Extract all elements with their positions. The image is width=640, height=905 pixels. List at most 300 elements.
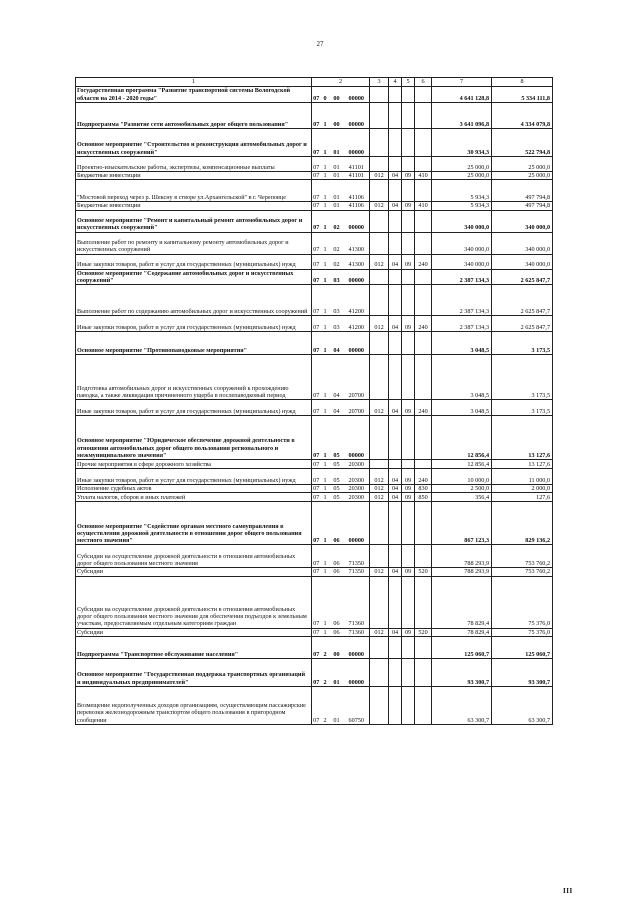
col-7-value: 3 641 096,8 bbox=[432, 103, 492, 129]
col-3-value: 012 bbox=[370, 568, 389, 576]
code-subprogram: 1 bbox=[321, 332, 330, 355]
col-8-value: 125 060,7 bbox=[492, 637, 553, 659]
code-direction: 00000 bbox=[344, 416, 370, 460]
col-8-value: 11 000,0 bbox=[492, 469, 553, 485]
table-row bbox=[76, 355, 553, 400]
col-5-value: 09 bbox=[402, 316, 415, 332]
code-direction: 00000 bbox=[344, 659, 370, 687]
col-7-value: 340 000,0 bbox=[432, 232, 492, 254]
col-5-value bbox=[402, 157, 415, 172]
col-6-value bbox=[415, 659, 432, 687]
code-program: 07 bbox=[313, 172, 320, 179]
code-subprogram: 1 bbox=[321, 416, 330, 460]
code-program: 07 bbox=[313, 485, 320, 493]
col-3-value bbox=[370, 232, 389, 254]
code-program: 07 bbox=[313, 460, 320, 468]
col-5-value: 09 bbox=[402, 628, 415, 636]
code-program: 07 bbox=[312, 129, 321, 157]
col-6-value bbox=[415, 87, 432, 103]
code-direction: 60750 bbox=[344, 687, 370, 725]
col-5-value: 09 bbox=[402, 568, 415, 576]
row-name: Прочие мероприятия в сфере дорожного хозяйства bbox=[76, 460, 312, 469]
col-6-value bbox=[415, 210, 432, 232]
col-6-value bbox=[415, 285, 432, 316]
col-7-value: 30 934,3 bbox=[432, 129, 492, 157]
col-8-value: 93 300,7 bbox=[492, 659, 553, 687]
code-subprogram: 1 bbox=[321, 129, 330, 157]
table-row bbox=[76, 202, 553, 210]
col-3-value bbox=[370, 129, 389, 157]
col-3-value: 012 bbox=[370, 493, 389, 502]
table-row bbox=[76, 87, 553, 103]
code-direction: 41106 bbox=[344, 202, 370, 210]
code-subprogram: 1 bbox=[321, 269, 330, 285]
row-name: Субсидии bbox=[76, 628, 312, 636]
code-activity: 06 bbox=[330, 576, 344, 628]
code-direction: 20300 bbox=[344, 469, 370, 485]
col-5-value: 09 bbox=[402, 469, 415, 485]
code-activity: 03 bbox=[330, 316, 344, 332]
code-direction: 71360 bbox=[344, 576, 370, 628]
code-subprogram: 1 bbox=[321, 400, 330, 416]
code-direction: 20700 bbox=[344, 400, 370, 416]
header-col-5: 5 bbox=[402, 78, 415, 87]
row-name: Основное мероприятие "Строительство и реконструкция автомобильных дорог и искусственных сооружений" bbox=[76, 129, 312, 157]
code-direction: 41300 bbox=[344, 232, 370, 254]
code-activity: 01 bbox=[330, 129, 344, 157]
col-6-value: 520 bbox=[415, 628, 432, 636]
code-subprogram: 1 bbox=[321, 180, 330, 202]
code-program: 07 bbox=[312, 316, 321, 332]
col-4-value bbox=[389, 355, 402, 400]
col-8-value: 3 173,5 bbox=[492, 355, 553, 400]
code-program: 07 bbox=[313, 568, 320, 576]
row-name: Основное мероприятие "Содержание автомобильных дорог и искусственных сооружений" bbox=[76, 269, 312, 285]
code-direction: 00000 bbox=[344, 269, 370, 285]
col-8-value: 75 376,0 bbox=[492, 628, 553, 636]
code-program: 07 bbox=[312, 269, 321, 285]
table-row bbox=[76, 493, 553, 502]
col-3-value: 012 bbox=[370, 400, 389, 416]
col-7-value: 78 829,4 bbox=[432, 628, 492, 636]
col-7-value: 93 300,7 bbox=[432, 659, 492, 687]
col-3-value bbox=[370, 355, 389, 400]
col-4-value bbox=[389, 129, 402, 157]
col-8-value: 340 000,0 bbox=[492, 210, 553, 232]
col-8-value: 2 625 847,7 bbox=[492, 285, 553, 316]
col-6-value: 410 bbox=[415, 202, 432, 210]
col-4-value bbox=[389, 460, 402, 469]
code-activity: 04 bbox=[330, 355, 344, 400]
col-4-value: 04 bbox=[389, 469, 402, 485]
row-name: Возмещение недополученных доходов организациям, осуществляющим пассажирские перевозки железнодорожным транспортом общего пользования в пригородном сообщении bbox=[76, 687, 312, 725]
code-subprogram: 1 bbox=[321, 485, 330, 493]
code-program: 07 bbox=[312, 355, 321, 400]
col-5-value bbox=[402, 687, 415, 725]
code-program: 07 bbox=[312, 332, 321, 355]
col-7-value: 340 000,0 bbox=[432, 210, 492, 232]
code-activity: 01 bbox=[330, 157, 344, 172]
col-5-value: 09 bbox=[402, 485, 415, 493]
code-activity: 05 bbox=[330, 416, 344, 460]
col-4-value: 04 bbox=[389, 254, 402, 269]
col-8-value: 3 173,5 bbox=[492, 332, 553, 355]
col-8-value: 497 794,8 bbox=[492, 202, 553, 210]
header-col-4: 4 bbox=[389, 78, 402, 87]
row-name: Подпрограмма "Транспортное обслуживание населения" bbox=[76, 637, 312, 659]
col-4-value bbox=[389, 103, 402, 129]
code-subprogram: 1 bbox=[321, 628, 330, 636]
row-name: Подпрограмма "Развитие сети автомобильных дорог общего пользования" bbox=[76, 103, 312, 129]
corner-mark: III bbox=[563, 887, 573, 895]
col-7-value: 25 000,0 bbox=[432, 172, 492, 180]
col-8-value: 2 625 847,7 bbox=[492, 269, 553, 285]
table-row bbox=[76, 232, 553, 254]
col-3-value bbox=[370, 637, 389, 659]
col-6-value: 240 bbox=[415, 400, 432, 416]
code-direction: 41101 bbox=[344, 157, 370, 172]
col-7-value: 788 293,9 bbox=[432, 545, 492, 568]
table-row bbox=[76, 416, 553, 460]
col-3-value: 012 bbox=[370, 316, 389, 332]
code-subprogram: 2 bbox=[321, 637, 330, 659]
col-8-value: 4 334 079,8 bbox=[492, 103, 553, 129]
header-col-6: 6 bbox=[415, 78, 432, 87]
code-subprogram: 2 bbox=[321, 687, 330, 725]
budget-table bbox=[75, 77, 553, 725]
row-name: Государственная программа "Развитие транспортной системы Вологодской области на 2014 - 2020 годы" bbox=[76, 87, 312, 103]
code-program: 07 bbox=[312, 637, 321, 659]
col-6-value: 240 bbox=[415, 469, 432, 485]
col-6-value: 830 bbox=[415, 485, 432, 493]
code-program: 07 bbox=[312, 416, 321, 460]
code-program: 07 bbox=[312, 659, 321, 687]
col-6-value: 850 bbox=[415, 493, 432, 502]
table-row bbox=[76, 172, 553, 180]
table-row bbox=[76, 460, 553, 469]
header-col-1: 1 bbox=[76, 78, 312, 87]
table-row bbox=[76, 316, 553, 332]
code-activity: 05 bbox=[330, 485, 344, 493]
col-5-value bbox=[402, 129, 415, 157]
row-name: Выполнение работ по ремонту и капитальному ремонту автомобильных дорог и искусственных сооружений bbox=[76, 232, 312, 254]
code-program: 07 bbox=[312, 502, 321, 545]
col-4-value: 04 bbox=[389, 493, 402, 502]
table-row bbox=[76, 254, 553, 269]
code-activity: 02 bbox=[330, 254, 344, 269]
code-direction: 00000 bbox=[344, 502, 370, 545]
table-row bbox=[76, 180, 553, 202]
col-3-value: 012 bbox=[370, 202, 389, 210]
row-name: Иные закупки товаров, работ и услуг для государственных (муниципальных) нужд bbox=[76, 254, 312, 269]
code-direction: 20300 bbox=[344, 485, 370, 493]
code-direction: 20300 bbox=[344, 493, 370, 502]
table-row bbox=[76, 485, 553, 493]
col-6-value bbox=[415, 129, 432, 157]
col-3-value bbox=[370, 180, 389, 202]
col-5-value bbox=[402, 637, 415, 659]
col-5-value bbox=[402, 232, 415, 254]
col-5-value bbox=[402, 502, 415, 545]
col-8-value: 753 760,2 bbox=[492, 568, 553, 576]
table-row bbox=[76, 157, 553, 172]
header-col-7: 7 bbox=[432, 78, 492, 87]
col-8-value: 497 794,8 bbox=[492, 180, 553, 202]
row-name: Субсидии bbox=[76, 568, 312, 576]
code-direction: 41200 bbox=[344, 285, 370, 316]
col-6-value bbox=[415, 103, 432, 129]
code-activity: 00 bbox=[330, 87, 344, 103]
table-row bbox=[76, 628, 553, 636]
code-activity: 00 bbox=[330, 103, 344, 129]
code-direction: 20300 bbox=[344, 460, 370, 469]
col-7-value: 125 060,7 bbox=[432, 637, 492, 659]
code-subprogram: 1 bbox=[321, 502, 330, 545]
col-3-value bbox=[370, 332, 389, 355]
code-subprogram: 1 bbox=[321, 285, 330, 316]
code-program: 07 bbox=[313, 202, 320, 210]
col-5-value bbox=[402, 285, 415, 316]
code-activity: 04 bbox=[330, 400, 344, 416]
col-5-value bbox=[402, 659, 415, 687]
col-5-value: 09 bbox=[402, 493, 415, 502]
col-4-value: 04 bbox=[389, 568, 402, 576]
code-subprogram: 1 bbox=[321, 316, 330, 332]
col-7-value: 10 000,0 bbox=[432, 469, 492, 485]
table-row bbox=[76, 285, 553, 316]
code-subprogram: 1 bbox=[321, 157, 330, 172]
col-6-value bbox=[415, 637, 432, 659]
col-5-value: 09 bbox=[402, 172, 415, 180]
row-name: Бюджетные инвестиции bbox=[76, 172, 312, 180]
code-program: 07 bbox=[312, 400, 321, 416]
code-direction: 71360 bbox=[344, 628, 370, 636]
code-program: 07 bbox=[312, 545, 321, 568]
col-7-value: 3 048,5 bbox=[432, 355, 492, 400]
col-8-value: 522 794,8 bbox=[492, 129, 553, 157]
col-6-value bbox=[415, 157, 432, 172]
col-4-value bbox=[389, 637, 402, 659]
col-8-value: 25 000,0 bbox=[492, 157, 553, 172]
table-row bbox=[76, 469, 553, 485]
table-row bbox=[76, 103, 553, 129]
col-3-value: 012 bbox=[370, 469, 389, 485]
col-7-value: 2 387 134,3 bbox=[432, 285, 492, 316]
code-activity: 01 bbox=[330, 202, 344, 210]
col-4-value: 04 bbox=[389, 628, 402, 636]
col-7-value: 2 387 134,3 bbox=[432, 316, 492, 332]
col-7-value: 4 641 128,8 bbox=[432, 87, 492, 103]
col-8-value: 13 127,6 bbox=[492, 460, 553, 469]
row-name: Основное мероприятие "Противопаводковые мероприятия" bbox=[76, 332, 312, 355]
col-4-value bbox=[389, 157, 402, 172]
code-activity: 06 bbox=[330, 502, 344, 545]
row-name: Основное мероприятие "Юридическое обеспечение дорожной деятельности в отношении автомобильных дорог общего пользования регионального и межмуниципального значения" bbox=[76, 416, 312, 460]
code-activity: 05 bbox=[330, 469, 344, 485]
col-5-value bbox=[402, 545, 415, 568]
col-4-value bbox=[389, 285, 402, 316]
table-row bbox=[76, 545, 553, 568]
code-program: 07 bbox=[312, 576, 321, 628]
row-name: Подготовка автомобильных дорог и искусственных сооружений к прохождению паводка, а также ликвидация причиненного ущерба в послепаводковый период bbox=[76, 355, 312, 400]
table-row bbox=[76, 332, 553, 355]
col-8-value: 127,6 bbox=[492, 493, 553, 502]
col-5-value bbox=[402, 416, 415, 460]
code-direction: 41300 bbox=[344, 254, 370, 269]
table-row bbox=[76, 129, 553, 157]
col-4-value bbox=[389, 576, 402, 628]
code-direction: 71350 bbox=[344, 568, 370, 576]
col-8-value: 63 300,7 bbox=[492, 687, 553, 725]
table-row bbox=[76, 637, 553, 659]
col-3-value bbox=[370, 687, 389, 725]
col-6-value: 240 bbox=[415, 316, 432, 332]
code-program: 07 bbox=[312, 210, 321, 232]
col-4-value: 04 bbox=[389, 400, 402, 416]
code-program: 07 bbox=[312, 87, 321, 103]
code-subprogram: 1 bbox=[321, 576, 330, 628]
col-6-value: 410 bbox=[415, 172, 432, 180]
col-7-value: 340 000,0 bbox=[432, 254, 492, 269]
row-name: Исполнение судебных актов bbox=[76, 485, 312, 493]
code-direction: 71350 bbox=[344, 545, 370, 568]
code-subprogram: 2 bbox=[321, 659, 330, 687]
code-subprogram: 1 bbox=[321, 202, 330, 210]
col-6-value bbox=[415, 232, 432, 254]
code-direction: 41200 bbox=[344, 316, 370, 332]
col-4-value bbox=[389, 545, 402, 568]
col-6-value: 520 bbox=[415, 568, 432, 576]
code-subprogram: 1 bbox=[321, 172, 330, 180]
row-name: Иные закупки товаров, работ и услуг для государственных (муниципальных) нужд bbox=[76, 400, 312, 416]
table-row bbox=[76, 659, 553, 687]
header-col-8: 8 bbox=[492, 78, 553, 87]
col-4-value: 04 bbox=[389, 202, 402, 210]
code-direction: 00000 bbox=[344, 129, 370, 157]
col-3-value bbox=[370, 103, 389, 129]
col-6-value bbox=[415, 687, 432, 725]
col-8-value: 75 376,0 bbox=[492, 576, 553, 628]
col-3-value bbox=[370, 659, 389, 687]
code-program: 07 bbox=[312, 157, 321, 172]
col-4-value bbox=[389, 416, 402, 460]
code-program: 07 bbox=[312, 103, 321, 129]
row-name: Бюджетные инвестиции bbox=[76, 202, 312, 210]
col-7-value: 5 934,3 bbox=[432, 202, 492, 210]
col-5-value bbox=[402, 210, 415, 232]
col-5-value: 09 bbox=[402, 254, 415, 269]
row-name: Субсидии на осуществление дорожной деятельности в отношении автомобильных дорог общего пользования местного значения для обеспечения подъездов к земельным участкам, предоставляемым отдельным категориям граждан bbox=[76, 576, 312, 628]
col-7-value: 5 934,3 bbox=[432, 180, 492, 202]
col-8-value: 3 173,5 bbox=[492, 400, 553, 416]
col-3-value: 012 bbox=[370, 485, 389, 493]
col-6-value: 240 bbox=[415, 254, 432, 269]
col-7-value: 25 000,0 bbox=[432, 157, 492, 172]
table-header-row bbox=[76, 78, 553, 87]
code-activity: 06 bbox=[330, 545, 344, 568]
row-name: Основное мероприятие "Государственная поддержка транспортных организаций и индивидуальных предпринимателей" bbox=[76, 659, 312, 687]
col-3-value bbox=[370, 545, 389, 568]
col-3-value bbox=[370, 460, 389, 469]
code-activity: 06 bbox=[330, 568, 344, 576]
code-direction: 00000 bbox=[344, 332, 370, 355]
col-7-value: 788 293,9 bbox=[432, 568, 492, 576]
col-4-value bbox=[389, 659, 402, 687]
col-3-value: 012 bbox=[370, 254, 389, 269]
code-subprogram: 1 bbox=[321, 232, 330, 254]
col-4-value: 04 bbox=[389, 172, 402, 180]
code-program: 07 bbox=[313, 628, 320, 636]
col-4-value bbox=[389, 180, 402, 202]
col-3-value bbox=[370, 416, 389, 460]
header-col-3: 3 bbox=[370, 78, 389, 87]
col-8-value: 340 000,0 bbox=[492, 254, 553, 269]
col-7-value: 3 048,5 bbox=[432, 332, 492, 355]
code-activity: 03 bbox=[330, 285, 344, 316]
col-3-value bbox=[370, 157, 389, 172]
code-program: 07 bbox=[312, 469, 321, 485]
col-4-value bbox=[389, 210, 402, 232]
col-8-value: 2 625 847,7 bbox=[492, 316, 553, 332]
col-7-value: 2 387 134,3 bbox=[432, 269, 492, 285]
col-6-value bbox=[415, 269, 432, 285]
col-5-value bbox=[402, 87, 415, 103]
col-6-value bbox=[415, 180, 432, 202]
row-name: Субсидии на осуществление дорожной деятельности в отношении автомобильных дорог общего пользования местного значения bbox=[76, 545, 312, 568]
row-name: Иные закупки товаров, работ и услуг для государственных (муниципальных) нужд bbox=[76, 469, 312, 485]
col-4-value bbox=[389, 87, 402, 103]
col-6-value bbox=[415, 416, 432, 460]
col-5-value bbox=[402, 180, 415, 202]
row-name: Основное мероприятие "Ремонт и капитальный ремонт автомобильных дорог и искусственных сооружений" bbox=[76, 210, 312, 232]
code-program: 07 bbox=[312, 687, 321, 725]
code-subprogram: 1 bbox=[321, 355, 330, 400]
code-activity: 06 bbox=[330, 628, 344, 636]
col-4-value bbox=[389, 332, 402, 355]
code-activity: 01 bbox=[330, 180, 344, 202]
code-subprogram: 1 bbox=[321, 568, 330, 576]
code-subprogram: 1 bbox=[321, 103, 330, 129]
col-8-value: 753 760,2 bbox=[492, 545, 553, 568]
table-row bbox=[76, 576, 553, 628]
col-7-value: 63 300,7 bbox=[432, 687, 492, 725]
col-5-value bbox=[402, 269, 415, 285]
table-row bbox=[76, 269, 553, 285]
col-5-value bbox=[402, 332, 415, 355]
col-6-value bbox=[415, 332, 432, 355]
code-program: 07 bbox=[312, 232, 321, 254]
col-3-value bbox=[370, 269, 389, 285]
code-activity: 00 bbox=[330, 637, 344, 659]
code-direction: 41106 bbox=[344, 180, 370, 202]
col-3-value bbox=[370, 576, 389, 628]
col-7-value: 3 048,5 bbox=[432, 400, 492, 416]
col-7-value: 12 856,4 bbox=[432, 416, 492, 460]
col-4-value bbox=[389, 269, 402, 285]
code-direction: 00000 bbox=[344, 210, 370, 232]
code-activity: 04 bbox=[330, 332, 344, 355]
col-4-value: 04 bbox=[389, 485, 402, 493]
col-7-value: 867 123,3 bbox=[432, 502, 492, 545]
code-subprogram: 1 bbox=[321, 545, 330, 568]
col-4-value bbox=[389, 687, 402, 725]
col-5-value bbox=[402, 460, 415, 469]
col-7-value: 78 829,4 bbox=[432, 576, 492, 628]
col-5-value bbox=[402, 576, 415, 628]
table-row bbox=[76, 568, 553, 576]
row-name: Проектно-изыскательские работы, экспертизы, компенсационные выплаты bbox=[76, 157, 312, 172]
header-col-2: 2 bbox=[312, 78, 370, 87]
